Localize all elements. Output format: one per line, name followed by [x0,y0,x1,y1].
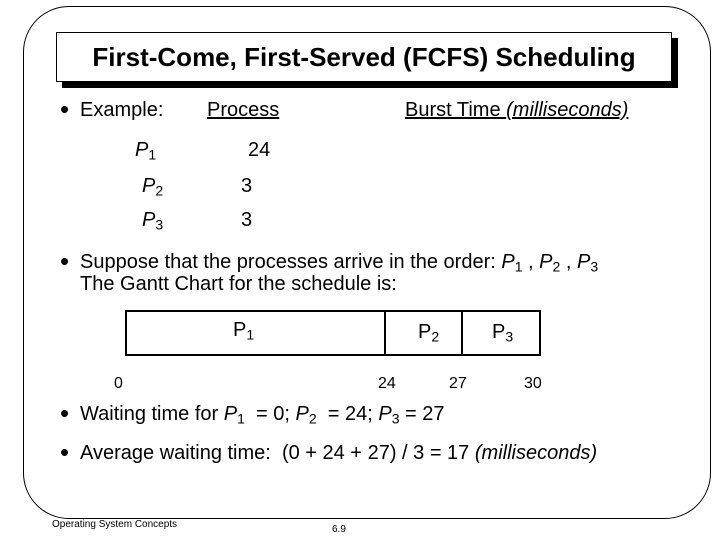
process-row-2-name: $P_2$ [142,175,164,199]
gantt-block-label-p2: $P_2$ [418,321,440,345]
gantt-divider-27 [461,310,463,356]
gantt-tick-24: 24 [378,375,396,392]
gantt-tick-27: 27 [449,375,467,392]
footer-page-number: 6.9 [332,524,346,535]
process-row-1-burst: 24 [248,139,271,161]
bullet-icon: • [60,246,70,276]
example-label: Example: [80,99,164,121]
bullet-icon: • [60,437,70,467]
average-waiting-time-line: Average waiting time: (0 + 24 + 27) / 3 = 17 (milliseconds) [80,442,598,464]
bullet-icon: • [60,398,70,428]
gantt-block-label-p3: $P_3$ [492,321,514,345]
process-row-2-burst: 3 [241,175,253,197]
gantt-divider-24 [384,310,386,356]
slide-title [56,32,672,82]
gantt-divider-0 [125,310,127,356]
waiting-time-line: Waiting time for $P_1 = 0$; $P_2 = 24$; $P_3 = 27$ [80,403,445,427]
bullet-icon: • [60,94,70,124]
process-row-3-burst: 3 [241,209,253,231]
gantt-bottom-border [125,354,541,356]
process-row-3-name: $P_3$ [142,209,164,233]
suppose-line-2: The Gantt Chart for the schedule is: [80,273,397,295]
slide-title-text: First-Come, First-Served (FCFS) Scheduling [92,41,636,72]
column-process: Process [207,99,280,121]
gantt-divider-30 [539,310,541,356]
process-row-1-name: $P_1$ [135,139,157,163]
suppose-line-1: Suppose that the processes arrive in the order: $P_1$ , $P_2$ , $P_3$ [80,251,599,275]
gantt-top-border [125,310,541,312]
column-burst-time: Burst Time (milliseconds) [405,99,629,121]
gantt-tick-30: 30 [524,375,542,392]
footer-book-title: Operating System Concepts [52,519,178,530]
gantt-tick-0: 0 [114,375,123,392]
gantt-block-label-p1: $P_1$ [233,319,255,343]
